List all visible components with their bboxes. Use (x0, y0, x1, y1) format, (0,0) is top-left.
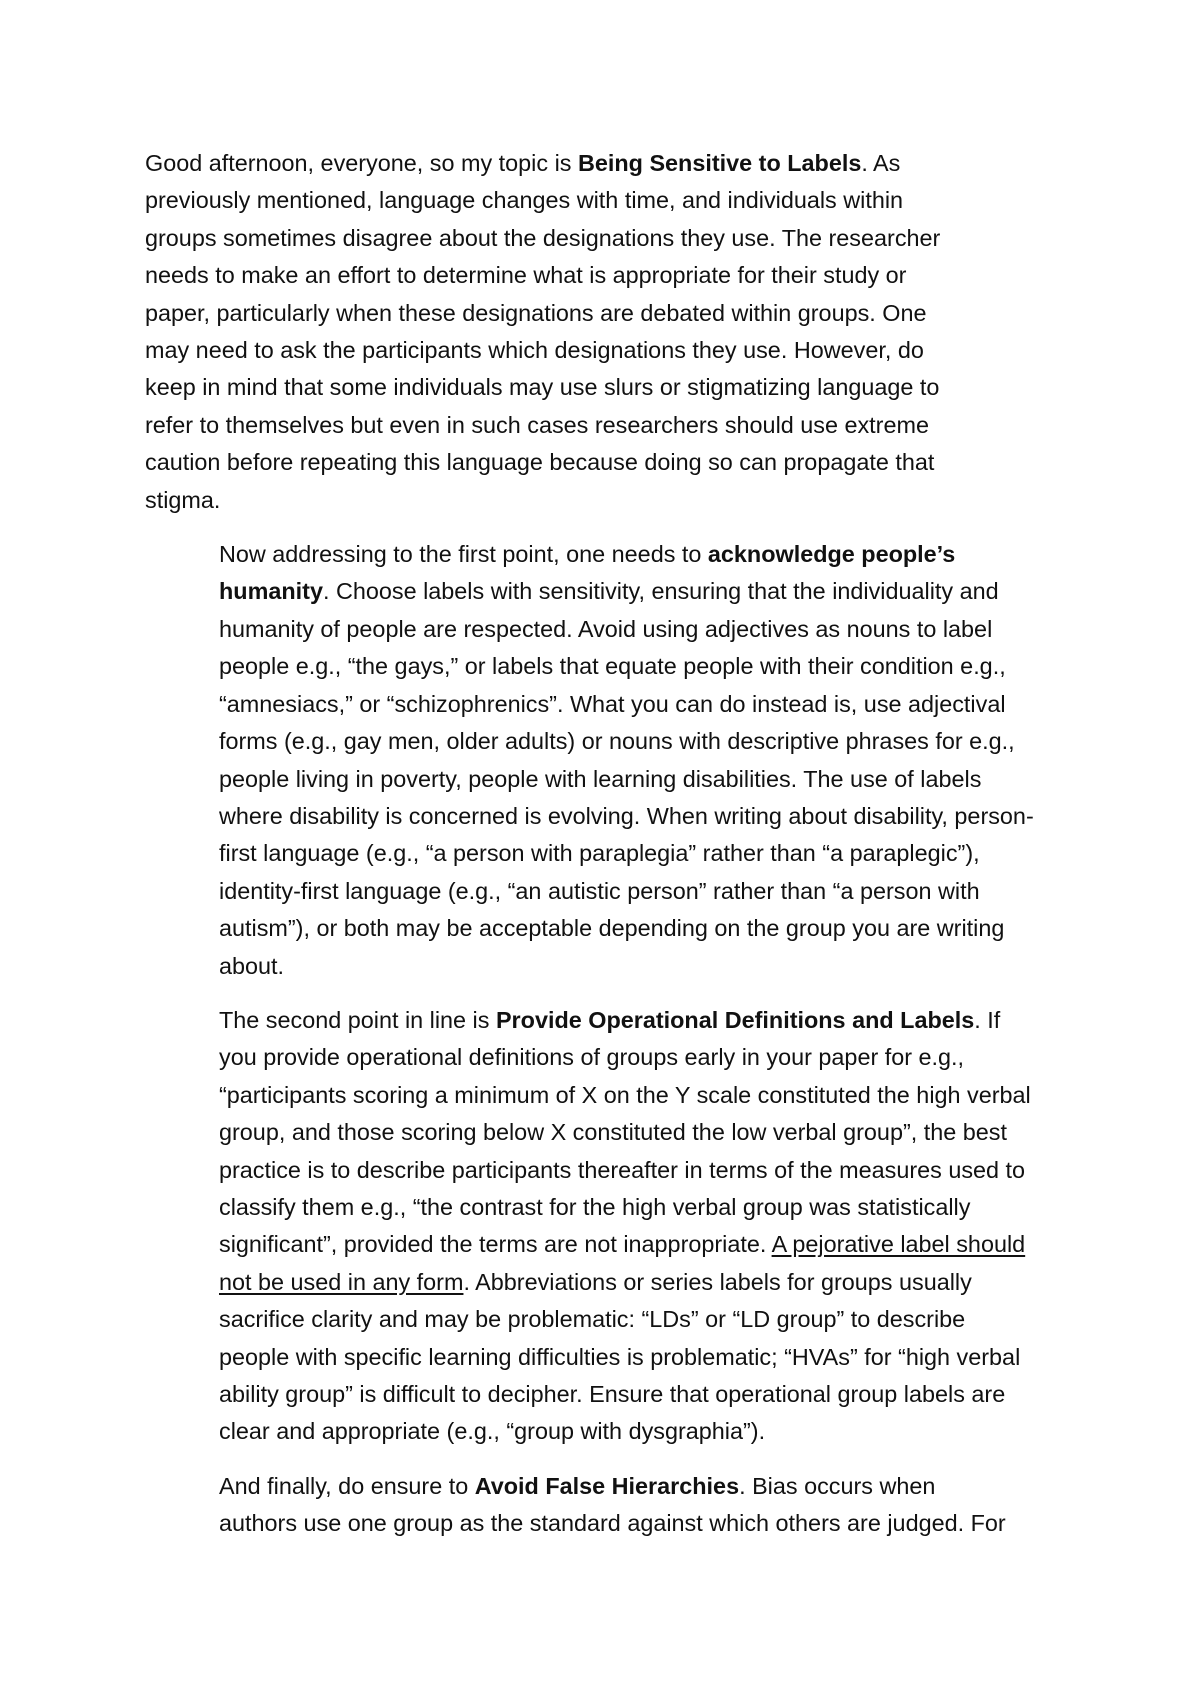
text-run: Now addressing to the first point, one needs to (219, 541, 708, 568)
text-run: classify them e.g., “the contrast for the high verbal group was statistically (219, 1193, 971, 1220)
text-run: . Abbreviations or series labels for groups usually (463, 1268, 972, 1295)
paragraph-humanity (145, 536, 1065, 985)
text-run: people with specific learning difficulties is problematic; “HVAs” for “high verbal (219, 1343, 1021, 1370)
underlined-phrase: A pejorative label should (771, 1231, 1026, 1258)
text-run: keep in mind that some individuals may use slurs or stigmatizing language to (145, 374, 940, 401)
text-line (145, 1468, 1065, 1505)
text-line (145, 1077, 1065, 1114)
bold-phrase: Provide Operational Definitions and Labels (495, 1006, 975, 1033)
document-body (145, 145, 1065, 1560)
text-run: you provide operational definitions of groups early in your paper for e.g., (219, 1044, 965, 1071)
text-run: previously mentioned, language changes with time, and individuals within (145, 187, 904, 214)
text-run: about. (219, 952, 285, 979)
text-run: clear and appropriate (e.g., “group with dysgraphia”). (219, 1418, 766, 1445)
text-run: first language (e.g., “a person with paraplegia” rather than “a paraplegic”), (219, 840, 980, 867)
paragraph-intro (145, 145, 1065, 519)
text-line (145, 295, 1065, 332)
bold-phrase: Being Sensitive to Labels (577, 150, 862, 176)
text-line (145, 369, 1065, 406)
text-run: where disability is concerned is evolving. When writing about disability, person- (219, 802, 1034, 829)
text-run: authors use one group as the standard against which others are judged. For (219, 1510, 1006, 1537)
text-line (145, 536, 1065, 573)
bold-phrase: Avoid False Hierarchies (474, 1472, 740, 1499)
text-run: group, and those scoring below X constituted the low verbal group”, the best (219, 1119, 1007, 1146)
text-run: . Choose labels with sensitivity, ensuring that the individuality and (322, 578, 999, 605)
text-line (145, 1376, 1065, 1413)
text-run: caution before repeating this language because doing so can propagate that (145, 449, 935, 476)
text-run: “participants scoring a minimum of X on the Y scale constituted the high verbal (219, 1081, 1031, 1108)
text-line (145, 761, 1065, 798)
text-line (145, 1413, 1065, 1450)
text-run: . As (861, 150, 901, 176)
underlined-phrase: not be used in any form (219, 1268, 464, 1295)
text-line (145, 220, 1065, 257)
bold-phrase: humanity (219, 578, 323, 605)
text-line (145, 482, 1065, 519)
text-run: groups sometimes disagree about the designations they use. The researcher (145, 224, 941, 251)
text-line (145, 611, 1065, 648)
text-line (145, 835, 1065, 872)
text-line (145, 1339, 1065, 1376)
text-line (145, 1505, 1065, 1542)
text-run: . If (974, 1006, 1001, 1033)
text-line (145, 948, 1065, 985)
text-run: people e.g., “the gays,” or labels that equate people with their condition e.g., (219, 653, 1006, 680)
text-line (145, 1039, 1065, 1076)
text-run: identity-first language (e.g., “an autistic person” rather than “a person with (219, 877, 980, 904)
paragraph-hierarchies (145, 1468, 1065, 1543)
text-line (145, 910, 1065, 947)
text-line (145, 182, 1065, 219)
text-line (145, 648, 1065, 685)
text-line (145, 332, 1065, 369)
text-line (145, 873, 1065, 910)
text-line (145, 145, 1065, 182)
text-line (145, 1152, 1065, 1189)
text-line (145, 1189, 1065, 1226)
text-line (145, 444, 1065, 481)
text-run: may need to ask the participants which designations they use. However, do (145, 337, 924, 364)
text-run: Good afternoon, everyone, so my topic is (145, 150, 578, 176)
text-run: “amnesiacs,” or “schizophrenics”. What you can do instead is, use adjectival (219, 690, 1006, 717)
text-line (145, 686, 1065, 723)
text-line (145, 1114, 1065, 1151)
text-line (145, 257, 1065, 294)
text-run: . Bias occurs when (739, 1472, 936, 1499)
text-line (145, 407, 1065, 444)
text-run: stigma. (145, 486, 221, 513)
text-run: forms (e.g., gay men, older adults) or nouns with descriptive phrases for e.g., (219, 728, 1015, 755)
text-run: ability group” is difficult to decipher. Ensure that operational group labels are (219, 1381, 1006, 1407)
text-run: refer to themselves but even in such cases researchers should use extreme (145, 411, 929, 438)
bold-phrase: acknowledge people’s (707, 541, 956, 568)
text-line (145, 798, 1065, 835)
text-run: significant”, provided the terms are not inappropriate. (219, 1231, 772, 1258)
text-run: paper, particularly when these designations are debated within groups. One (145, 299, 927, 326)
text-run: people living in poverty, people with learning disabilities. The use of labels (219, 765, 982, 792)
text-run: And finally, do ensure to (219, 1472, 475, 1499)
text-run: sacrifice clarity and may be problematic: “LDs” or “LD group” to describe (219, 1306, 966, 1333)
text-run: The second point in line is (219, 1006, 496, 1033)
text-line (145, 1301, 1065, 1338)
text-run: needs to make an effort to determine what is appropriate for their study or (145, 262, 907, 289)
text-run: practice is to describe participants thereafter in terms of the measures used to (219, 1156, 1026, 1183)
text-run: autism”), or both may be acceptable depending on the group you are writing (219, 915, 1005, 942)
text-line (145, 573, 1065, 610)
text-line (145, 1002, 1065, 1039)
text-line (145, 1264, 1065, 1301)
paragraph-operational (145, 1002, 1065, 1451)
text-run: humanity of people are respected. Avoid using adjectives as nouns to label (219, 615, 993, 642)
text-line (145, 1226, 1065, 1263)
text-line (145, 723, 1065, 760)
